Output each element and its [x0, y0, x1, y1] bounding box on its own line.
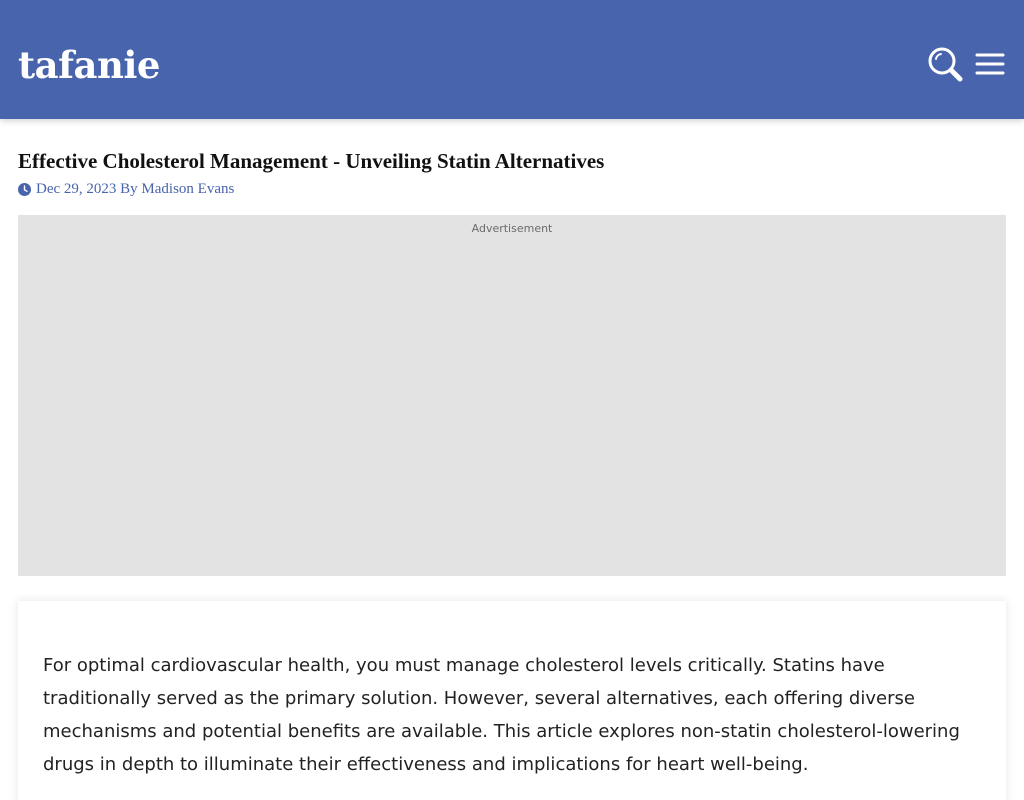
site-header — [0, 0, 1024, 119]
author-link[interactable]: Madison Evans — [141, 181, 235, 197]
advertisement-label: Advertisement — [471, 222, 553, 235]
clock-icon — [18, 183, 31, 196]
article-meta — [18, 179, 234, 199]
advertisement-slot[interactable] — [18, 215, 1006, 576]
menu-button[interactable] — [970, 44, 1010, 84]
site-logo[interactable]: tafanie — [18, 43, 160, 87]
article-date: Dec 29, 2023 — [36, 181, 117, 197]
article-intro-paragraph: For optimal cardiovascular health, you must manage cholesterol levels critically. Statins have traditionally served as the primary solution. However, several alternatives, each offering diverse mechanisms and potential benefits are available. This article explores non-statin cholesterol-lowering drugs in depth to illuminate their effectiveness and implications for heart well-being. — [43, 655, 960, 775]
search-button[interactable] — [925, 44, 965, 84]
article-title: Effective Cholesterol Management - Unveiling Statin Alternatives — [18, 149, 605, 173]
search-icon — [925, 44, 965, 84]
hamburger-menu-icon — [970, 44, 1010, 84]
byline-label: By — [120, 181, 138, 197]
article-content-card — [18, 601, 1006, 800]
